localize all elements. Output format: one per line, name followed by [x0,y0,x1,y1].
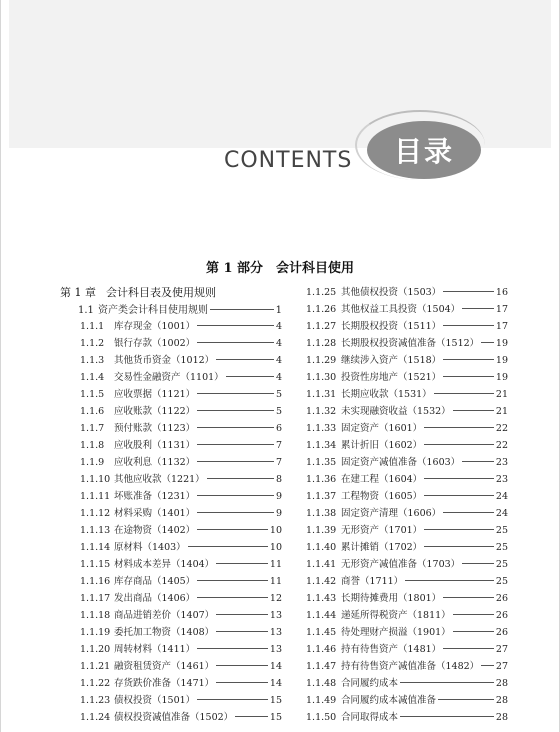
entry-number: 1.1.14 [80,542,111,553]
entry-title: 债权投资（1501） [114,695,196,706]
entry-title: 应收利息（1132） [114,457,196,468]
toc-entry[interactable] [306,369,508,386]
entry-page: 23 [495,474,508,485]
toc-entry[interactable] [60,522,282,539]
section-num: 1.1 [78,305,94,316]
entry-page: 13 [269,627,282,638]
toc-entry[interactable] [60,471,282,488]
leader-line [443,512,494,513]
entry-page: 24 [495,508,508,519]
entry-number: 1.1.28 [306,338,337,349]
entry-page: 19 [495,338,508,349]
entry-title: 长期应收款（1531） [341,389,432,400]
entry-title: 固定资产减值准备（1603） [341,457,461,468]
entry-page: 5 [275,389,282,400]
leader-line [216,614,268,615]
leader-line [197,461,274,462]
toc-entry[interactable] [306,403,508,420]
entry-number: 1.1.40 [306,542,337,553]
leader-line [197,410,274,411]
leader-line [216,665,268,666]
entry-number: 1.1.41 [306,559,337,570]
contents-heading: CONTENTS [224,148,353,173]
entry-number: 1.1.37 [306,491,337,502]
toc-entry[interactable] [306,352,508,369]
entry-page: 21 [495,389,508,400]
entry-page: 4 [275,355,282,366]
entry-number: 1.1.31 [306,389,337,400]
leader-line [481,665,494,666]
entry-title: 存货跌价准备（1471） [114,678,215,689]
leader-line [443,291,494,292]
entry-title: 在途物资（1402） [114,525,196,536]
entry-title: 累计折旧（1602） [341,440,423,451]
entry-number: 1.1.27 [306,321,337,332]
toc-entry[interactable] [306,556,508,573]
section-heading[interactable] [60,301,282,318]
entry-number: 1.1.23 [80,695,111,706]
toc-entry[interactable] [60,573,282,590]
toc-entry[interactable] [306,573,508,590]
part-title: 第 1 部分 会计科目使用 [205,261,355,276]
toc-entry[interactable] [306,505,508,522]
entry-page: 19 [495,372,508,383]
entry-title: 工程物资（1605） [341,491,423,502]
entry-number: 1.1.46 [306,644,337,655]
entry-page: 17 [495,321,508,332]
toc-entry[interactable] [306,607,508,624]
toc-entry[interactable] [306,590,508,607]
entry-title: 长期股权投资减值准备（1512） [341,338,480,349]
toc-entry[interactable] [306,675,508,692]
entry-page: 27 [495,661,508,672]
leader-line [443,597,494,598]
toc-entry[interactable] [306,318,508,335]
leader-line [197,427,274,428]
leader-line [438,699,494,700]
entry-page: 13 [269,610,282,621]
leader-line [424,529,494,530]
entry-number: 1.1.19 [80,627,111,638]
entry-number: 1.1.45 [306,627,337,638]
entry-page: 25 [495,576,508,587]
toc-entry[interactable] [306,454,508,471]
leader-line [197,342,274,343]
leader-line [197,512,274,513]
leader-line [424,495,494,496]
leader-line [424,427,494,428]
entry-page: 7 [275,440,282,451]
chapter-heading[interactable] [60,284,282,301]
leader-line [400,716,494,717]
entry-title: 预付账款（1123） [114,423,196,434]
toc-entry[interactable] [60,675,282,692]
entry-title: 其他货币资金（1012） [114,355,215,366]
entry-title: 交易性金融资产（1101） [114,372,224,383]
entry-page: 9 [275,491,282,502]
leader-line [197,444,274,445]
toc-entry[interactable] [306,386,508,403]
toc-entry[interactable] [60,488,282,505]
chapter-label: 第 1 章 [60,286,96,299]
entry-title: 坏账准备（1231） [114,491,196,502]
entry-number: 1.1.36 [306,474,337,485]
toc-left-column [60,284,282,726]
entry-title: 持有待售资产减值准备（1482） [341,661,480,672]
entry-number: 1.1.18 [80,610,111,621]
entry-page: 9 [275,508,282,519]
entry-title: 固定资产清理（1606） [341,508,442,519]
entry-number: 1.1.21 [80,661,111,672]
leader-line [443,376,494,377]
entry-title: 委托加工物资（1408） [114,627,215,638]
entry-number: 1.1.22 [80,678,111,689]
leader-line [197,648,268,649]
toc-entry[interactable] [60,386,282,403]
entry-title: 材料采购（1401） [114,508,196,519]
leader-line [216,682,268,683]
entry-page: 4 [275,321,282,332]
entry-number: 1.1.16 [80,576,111,587]
entry-number: 1.1.50 [306,712,337,723]
entry-number: 1.1.13 [80,525,111,536]
toc-entry[interactable] [60,641,282,658]
toc-entry[interactable] [306,539,508,556]
entry-title: 银行存款（1002） [114,338,196,349]
entry-page: 11 [269,559,282,570]
entry-page: 28 [495,678,508,689]
entry-number: 1.1.12 [80,508,111,519]
toc-entry[interactable] [306,658,508,675]
entry-title: 累计摊销（1702） [341,542,423,553]
entry-title: 在建工程（1604） [341,474,423,485]
entry-page: 24 [495,491,508,502]
entry-page: 6 [275,423,282,434]
toc-entry[interactable] [60,624,282,641]
mulu-text: 目录 [393,135,454,168]
entry-page: 13 [269,644,282,655]
entry-page: 19 [495,355,508,366]
leader-line [405,580,494,581]
entry-number: 1.1.8 [80,440,105,451]
leader-line [462,461,494,462]
entry-number: 1.1.5 [80,389,105,400]
entry-title: 合同履约成本 [341,678,399,689]
entry-number: 1.1.49 [306,695,337,706]
leader-line [210,309,274,310]
toc-entry[interactable] [60,709,282,726]
entry-title: 投资性房地产（1521） [341,372,442,383]
entry-title: 融资租赁资产（1461） [114,661,215,672]
leader-line [424,546,494,547]
toc-entry[interactable] [60,692,282,709]
entry-page: 22 [495,423,508,434]
leader-line [216,631,268,632]
leader-line [235,716,268,717]
entry-number: 1.1.44 [306,610,337,621]
entry-title: 合同取得成本 [341,712,399,723]
entry-page: 8 [275,474,282,485]
entry-title: 长期股权投资（1511） [341,321,442,332]
entry-page: 5 [275,406,282,417]
entry-title: 无形资产减值准备（1703） [341,559,461,570]
toc-entry[interactable] [60,403,282,420]
entry-page: 4 [275,372,282,383]
toc-entry[interactable] [306,437,508,454]
leader-line [207,478,274,479]
toc-entry[interactable] [306,624,508,641]
entry-page: 12 [269,593,282,604]
entry-number: 1.1.24 [80,712,111,723]
entry-title: 固定资产（1601） [341,423,423,434]
entry-title: 无形资产（1701） [341,525,423,536]
entry-page: 25 [495,559,508,570]
entry-number: 1.1.3 [80,355,105,366]
entry-number: 1.1.25 [306,287,337,298]
entry-number: 1.1.4 [80,372,105,383]
entry-page: 15 [269,712,282,723]
leader-line [453,631,494,632]
entry-title: 长期待摊费用（1801） [341,593,442,604]
toc-entry[interactable] [60,335,282,352]
toc-entry[interactable] [60,539,282,556]
leader-line [481,342,494,343]
entry-title: 债权投资减值准备（1502） [114,712,234,723]
entry-title: 应收股利（1131） [114,440,196,451]
entry-title: 商品进销差价（1407） [114,610,215,621]
entry-number: 1.1.32 [306,406,337,417]
entry-page: 26 [495,593,508,604]
section-title: 资产类会计科目使用规则 [98,305,208,316]
entry-page: 28 [495,695,508,706]
toc-entry[interactable] [60,318,282,335]
entry-page: 22 [495,440,508,451]
leader-line [197,495,274,496]
leader-line [443,648,494,649]
entry-page: 14 [269,661,282,672]
entry-title: 其他应收款（1221） [114,474,205,485]
toc-entry[interactable] [60,658,282,675]
entry-title: 库存现金（1001） [114,321,196,332]
entry-page: 23 [495,457,508,468]
toc-entry[interactable] [306,335,508,352]
entry-number: 1.1.42 [306,576,337,587]
entry-title: 商誉（1711） [341,576,404,587]
entry-title: 合同履约成本减值准备 [341,695,437,706]
toc-entry[interactable] [60,352,282,369]
entry-page: 15 [269,695,282,706]
toc-entry[interactable] [60,437,282,454]
entry-number: 1.1.35 [306,457,337,468]
entry-number: 1.1.7 [80,423,105,434]
toc-entry[interactable] [306,641,508,658]
leader-line [197,325,274,326]
toc-entry[interactable] [60,556,282,573]
leader-line [434,393,494,394]
entry-title: 周转材料（1411） [114,644,196,655]
entry-page: 7 [275,457,282,468]
toc-entry[interactable] [306,420,508,437]
entry-title: 原材料（1403） [114,542,186,553]
entry-number: 1.1.11 [80,491,111,502]
entry-page: 25 [495,542,508,553]
toc-entry[interactable] [60,454,282,471]
toc-entry[interactable] [306,692,508,709]
toc-entry[interactable] [306,522,508,539]
entry-page: 27 [495,644,508,655]
toc-entry[interactable] [60,505,282,522]
toc-entry[interactable] [306,471,508,488]
toc-entry[interactable] [306,709,508,726]
entry-number: 1.1.26 [306,304,337,315]
entry-page: 11 [269,576,282,587]
entry-number: 1.1.6 [80,406,105,417]
entry-page: 28 [495,712,508,723]
entry-page: 10 [269,525,282,536]
toc-entry[interactable] [60,369,282,386]
entry-page: 14 [269,678,282,689]
leader-line [400,682,494,683]
entry-page: 10 [269,542,282,553]
entry-number: 1.1.20 [80,644,111,655]
leader-line [216,563,268,564]
entry-page: 25 [495,525,508,536]
entry-title: 递延所得税资产（1811） [341,610,451,621]
entry-title: 其他权益工具投资（1504） [341,304,461,315]
toc-right-column [306,284,508,726]
entry-title: 材料成本差异（1404） [114,559,215,570]
entry-number: 1.1.33 [306,423,337,434]
entry-page: 17 [495,304,508,315]
leader-line [453,410,494,411]
chapter-title: 会计科目表及使用规则 [106,286,216,299]
entry-title: 应收账款（1122） [114,406,196,417]
toc-entry[interactable] [60,607,282,624]
entry-number: 1.1.48 [306,678,337,689]
leader-line [216,359,274,360]
mulu-badge [367,121,481,179]
entry-number: 1.1.10 [80,474,111,485]
entry-page: 16 [495,287,508,298]
entry-page: 4 [275,338,282,349]
toc-entry[interactable] [306,488,508,505]
leader-line [197,699,268,700]
entry-number: 1.1.39 [306,525,337,536]
leader-line [226,376,274,377]
entry-page: 21 [495,406,508,417]
toc-entry[interactable] [306,284,508,301]
leader-line [443,359,494,360]
entry-title: 应收票据（1121） [114,389,196,400]
entry-title: 库存商品（1405） [114,576,196,587]
leader-line [462,308,494,309]
entry-title: 继续涉入资产（1518） [341,355,442,366]
leader-line [188,546,268,547]
section-page: 1 [275,305,282,316]
entry-number: 1.1.47 [306,661,337,672]
entry-title: 其他债权投资（1503） [341,287,442,298]
toc-entry[interactable] [60,590,282,607]
leader-line [424,478,494,479]
leader-line [424,444,494,445]
entry-number: 1.1.43 [306,593,337,604]
entry-number: 1.1.34 [306,440,337,451]
entry-number: 1.1.29 [306,355,337,366]
entry-title: 待处理财产损溢（1901） [341,627,451,638]
entry-title: 发出商品（1406） [114,593,196,604]
entry-number: 1.1.38 [306,508,337,519]
entry-number: 1.1.30 [306,372,337,383]
leader-line [443,325,494,326]
entry-number: 1.1.15 [80,559,111,570]
entry-number: 1.1.1 [80,321,105,332]
entry-number: 1.1.17 [80,593,111,604]
leader-line [462,563,494,564]
toc-entry[interactable] [60,420,282,437]
entry-page: 26 [495,610,508,621]
leader-line [197,580,268,581]
leader-line [453,614,494,615]
entry-number: 1.1.2 [80,338,105,349]
entry-title: 持有待售资产（1481） [341,644,442,655]
toc-entry[interactable] [306,301,508,318]
leader-line [197,529,268,530]
entry-page: 26 [495,627,508,638]
entry-number: 1.1.9 [80,457,105,468]
leader-line [197,597,268,598]
entry-title: 未实现融资收益（1532） [341,406,451,417]
leader-line [197,393,274,394]
